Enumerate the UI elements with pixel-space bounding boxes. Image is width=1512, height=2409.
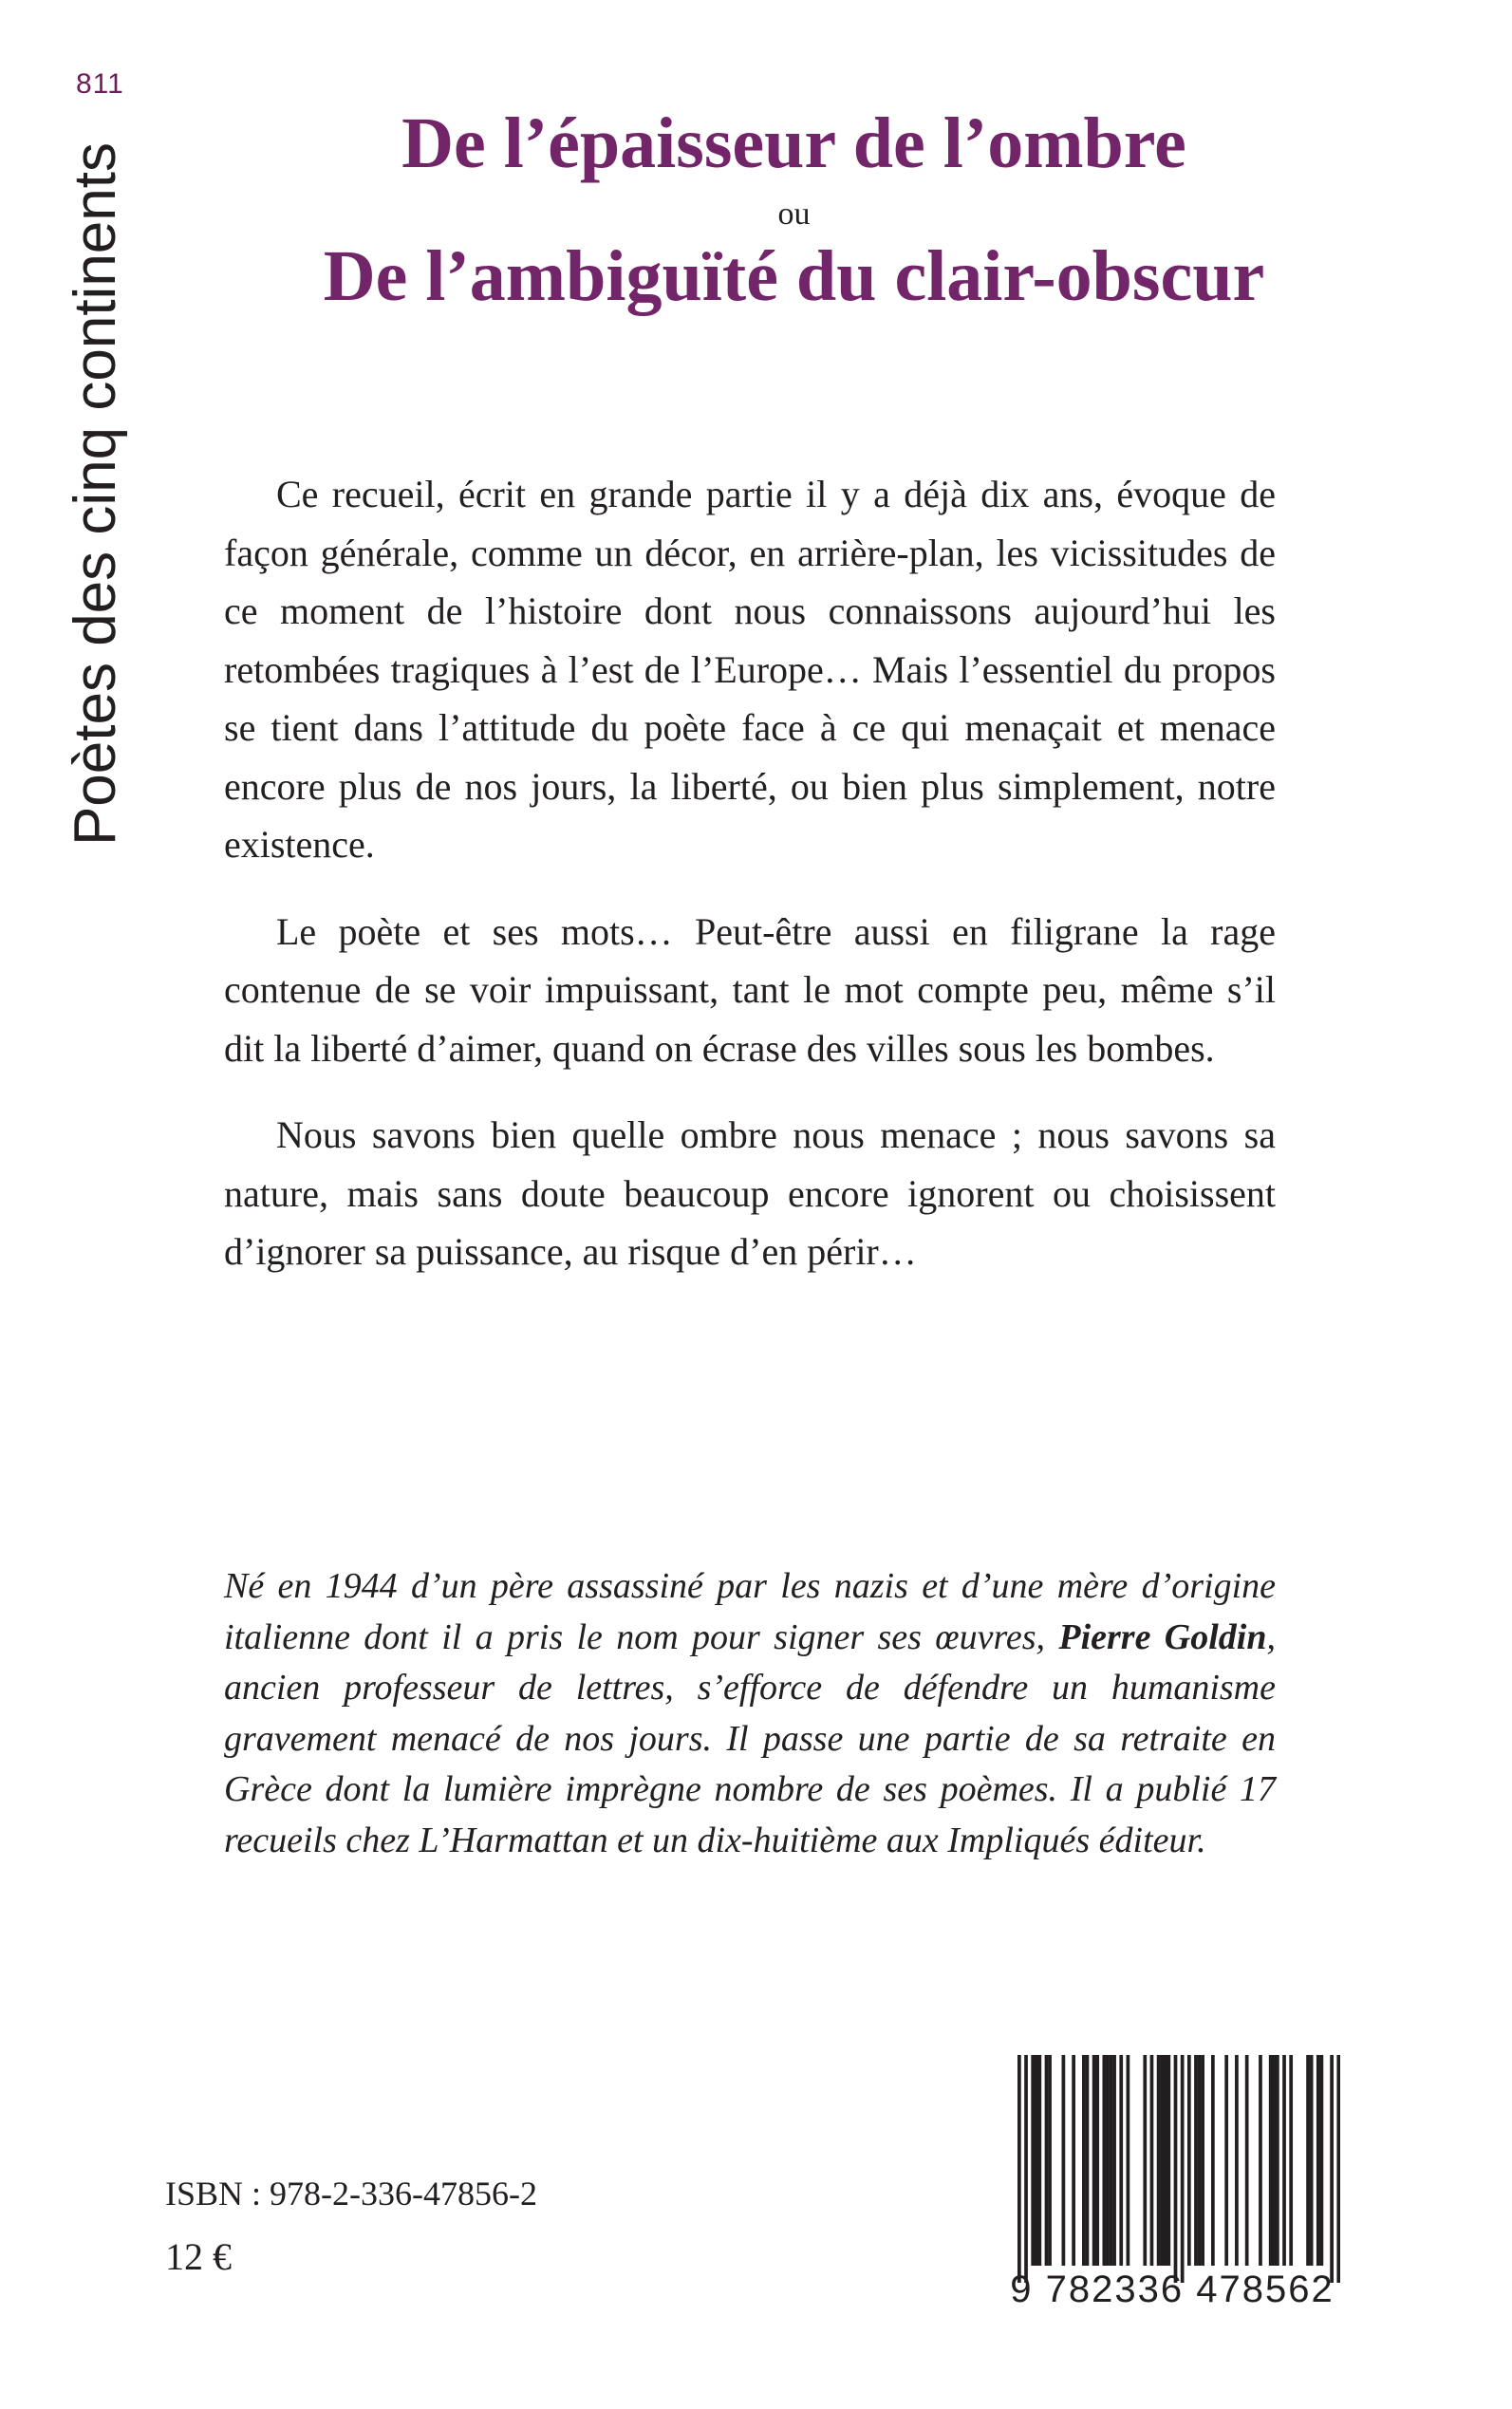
blurb-paragraph: Le poète et ses mots… Peut-être aussi en filigrane la rage contenue de se voir impuissant, tant le mot compte peu, même s’il dit la liberté d’aimer, quand on écrase des villes sous les bombes. xyxy=(224,909,1276,1070)
barcode-bar xyxy=(1306,2055,1310,2266)
barcode-bar xyxy=(1102,2055,1106,2266)
barcode-bar xyxy=(1272,2055,1276,2266)
barcode-bar xyxy=(1086,2055,1090,2266)
barcode-bar xyxy=(1017,2055,1021,2283)
book-subtitle: De l’ambiguïté du clair-obscur xyxy=(323,236,1265,317)
barcode-bar xyxy=(1289,2055,1293,2266)
barcode-bar xyxy=(1336,2055,1340,2283)
back-cover-blurb xyxy=(224,465,1276,1310)
barcode-bar xyxy=(1082,2055,1086,2266)
barcode-bar xyxy=(1062,2055,1066,2266)
barcode-bar xyxy=(1150,2055,1154,2266)
barcode-bar xyxy=(1157,2055,1161,2266)
author-bio-end: , ancien professeur de lettres, s’efforce de défendre un humanisme gravement menacé de nos jours. Il passe une partie de sa retraite en Grèce dont la lumière imprègne nombre de ses poèmes. Il a publié 17 recueils chez L’Harmattan et un dix-huitième aux Impliqués éditeur. xyxy=(224,1616,1276,1860)
barcode-bar xyxy=(1167,2055,1170,2266)
barcode-bar xyxy=(1211,2055,1215,2266)
author-bio xyxy=(224,1561,1276,1866)
barcode-bar xyxy=(1024,2055,1028,2283)
series-spine-label xyxy=(57,142,133,930)
barcode-bar xyxy=(1160,2055,1164,2266)
barcode-bar xyxy=(1201,2055,1204,2266)
barcode xyxy=(1017,2055,1340,2283)
barcode-digits: 9 782336 478562 xyxy=(1010,2269,1335,2310)
barcode-bar xyxy=(1269,2055,1273,2266)
barcode-bar xyxy=(1181,2055,1185,2283)
barcode-bar xyxy=(1045,2055,1049,2266)
isbn: ISBN : 978-2-336-47856-2 xyxy=(165,2175,537,2213)
blurb-paragraph: Ce recueil, écrit en grande partie il y a déjà dix ans, évoque de façon générale, comme un décor, en arrière-plan, les vicissitudes de ce moment de l’histoire dont nous connaissons aujourd’hui les retombées tragiques à l’est de l’Europe… Mais l’essentiel du propos se tient dans l’attitude du poète face à ce qui menaçait et menace encore plus de nos jours, la liberté, ou bien plus simplement, notre existence. xyxy=(224,473,1276,866)
barcode-bar xyxy=(1259,2055,1262,2266)
barcode-bar xyxy=(1110,2055,1113,2266)
barcode-bar xyxy=(1174,2055,1178,2283)
barcode-bar xyxy=(1316,2055,1320,2266)
barcode-bar xyxy=(1245,2055,1249,2266)
barcode-bar xyxy=(1037,2055,1041,2266)
blurb-paragraph: Nous savons bien quelle ombre nous menace ; nous savons sa nature, mais sans doute beaucoup encore ignorent ou choisissent d’ignorer sa puissance, au risque d’en périr… xyxy=(224,1113,1276,1273)
barcode-bar xyxy=(1048,2055,1052,2266)
barcode-bar xyxy=(1072,2055,1075,2266)
series-number: 811 xyxy=(76,68,124,100)
barcode-bar xyxy=(1198,2055,1202,2266)
barcode-bar xyxy=(1276,2055,1279,2266)
barcode-bar xyxy=(1330,2055,1334,2283)
barcode-bar xyxy=(1224,2055,1228,2266)
barcode-bar xyxy=(1320,2055,1324,2266)
barcode-bar xyxy=(1035,2055,1038,2266)
series-name: Poètes des cinq continents xyxy=(62,142,128,847)
price: 12 € xyxy=(165,2235,232,2278)
barcode-bar xyxy=(1310,2055,1314,2266)
barcode-bar xyxy=(1187,2055,1191,2266)
barcode-bar xyxy=(1092,2055,1096,2266)
barcode-bar xyxy=(1235,2055,1239,2266)
barcode-bar xyxy=(1194,2055,1198,2266)
barcode-bar xyxy=(1143,2055,1147,2266)
barcode-bar xyxy=(1112,2055,1116,2266)
barcode-bar xyxy=(1095,2055,1099,2266)
title-block xyxy=(152,104,1436,317)
barcode-bar xyxy=(1282,2055,1286,2266)
barcode-bar xyxy=(1164,2055,1167,2266)
author-bio-start: Né en 1944 d’un père assassiné par les nazis et d’une mère d’origine italienne dont il a pris le nom pour signer ses œuvres, xyxy=(224,1566,1276,1657)
barcode-bar xyxy=(1106,2055,1110,2266)
author-name: Pierre Goldin xyxy=(1058,1616,1267,1657)
barcode-bar xyxy=(1031,2055,1035,2266)
barcode-bar xyxy=(1119,2055,1123,2266)
title-connector: ou xyxy=(777,196,811,232)
book-title: De l’épaisseur de l’ombre xyxy=(401,103,1186,183)
barcode-bar xyxy=(1127,2055,1130,2266)
